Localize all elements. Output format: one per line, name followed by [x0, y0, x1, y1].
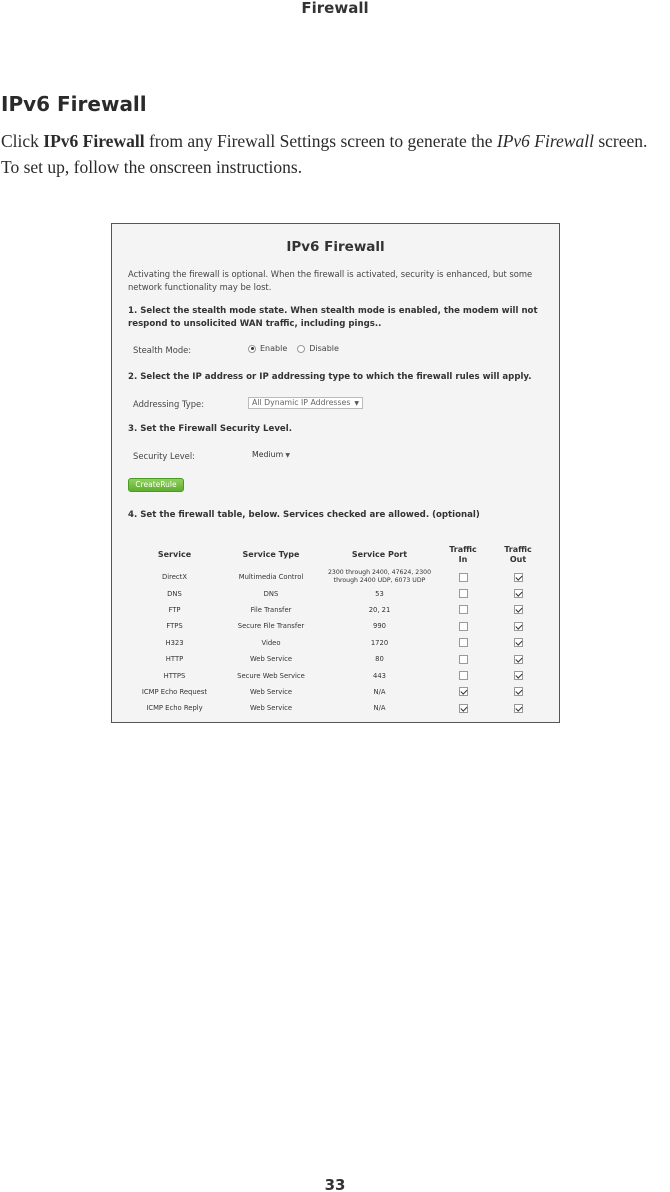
- step-4-heading: 4. Set the firewall table, below. Services checked are allowed. (optional): [128, 510, 480, 520]
- service-port-cell: 20, 21: [368, 605, 391, 614]
- stealth-mode-label: Stealth Mode:: [133, 345, 192, 355]
- body-italic-term: IPv6 Firewall: [496, 131, 594, 151]
- traffic-out-cell: [488, 700, 548, 716]
- addressing-type-label: Addressing Type:: [133, 399, 205, 409]
- service-type-cell: File Transfer: [250, 605, 292, 614]
- traffic-in-cell: [438, 651, 488, 667]
- traffic-out-checkbox[interactable]: [514, 655, 523, 664]
- traffic-out-cell: [488, 635, 548, 651]
- stealth-enable-radio[interactable]: [248, 345, 256, 353]
- col-header-service-port: Service Port: [351, 550, 408, 559]
- stealth-mode-radio-group: [248, 344, 349, 353]
- col-header-service: Service: [157, 550, 192, 559]
- col-header-traffic-out: Traffic Out: [504, 545, 532, 564]
- table-row: [128, 602, 548, 618]
- col-header-service-type: Service Type: [242, 550, 300, 559]
- service-type-cell: DNS: [263, 589, 279, 598]
- services-table: [128, 541, 548, 717]
- step-3-heading: 3. Set the Firewall Security Level.: [128, 424, 292, 434]
- traffic-out-cell: [488, 651, 548, 667]
- traffic-out-checkbox[interactable]: [514, 573, 523, 582]
- security-level-select[interactable]: [248, 449, 294, 461]
- service-type-cell: Secure File Transfer: [237, 622, 305, 631]
- service-port-cell: 443: [373, 671, 386, 680]
- body-paragraph: [1, 128, 669, 180]
- table-row: [128, 635, 548, 651]
- body-text-2: from any Firewall Settings screen to generate the: [144, 131, 497, 151]
- traffic-out-checkbox[interactable]: [514, 605, 523, 614]
- table-row: [128, 569, 548, 585]
- stealth-disable-radio[interactable]: [297, 345, 305, 353]
- traffic-in-checkbox[interactable]: [459, 704, 468, 713]
- traffic-out-cell: [488, 602, 548, 618]
- traffic-in-cell: [438, 667, 488, 683]
- service-port-cell: 990: [373, 622, 386, 631]
- addressing-type-select[interactable]: [248, 397, 363, 409]
- traffic-out-cell: [488, 585, 548, 601]
- chevron-down-icon: ▼: [354, 400, 359, 407]
- traffic-out-cell: [488, 618, 548, 634]
- traffic-out-checkbox[interactable]: [514, 589, 523, 598]
- table-header-row: [128, 541, 548, 569]
- traffic-in-cell: [438, 602, 488, 618]
- service-cell: H323: [165, 638, 184, 647]
- chevron-down-icon: ▼: [285, 452, 290, 459]
- service-cell: ICMP Echo Request: [141, 687, 208, 696]
- service-cell: FTPS: [166, 622, 183, 631]
- service-type-cell: Secure Web Service: [237, 671, 305, 680]
- traffic-in-checkbox[interactable]: [459, 655, 468, 664]
- service-type-cell: Multimedia Control: [238, 573, 304, 582]
- traffic-in-checkbox[interactable]: [459, 638, 468, 647]
- firewall-screenshot: [111, 223, 560, 723]
- traffic-out-cell: [488, 684, 548, 700]
- traffic-in-checkbox[interactable]: [459, 605, 468, 614]
- traffic-out-checkbox[interactable]: [514, 704, 523, 713]
- traffic-out-checkbox[interactable]: [514, 638, 523, 647]
- service-type-cell: Video: [261, 638, 281, 647]
- service-port-cell: 1720: [370, 638, 389, 647]
- service-cell: DirectX: [161, 573, 187, 582]
- screenshot-title: IPv6 Firewall: [286, 239, 385, 255]
- service-type-cell: Web Service: [249, 704, 293, 713]
- screenshot-intro: Activating the firewall is optional. When the firewall is activated, security is enhanced, but some network functionality may be lost.: [128, 269, 533, 292]
- create-rule-button[interactable]: CreateRule: [128, 478, 184, 492]
- traffic-out-cell: [488, 667, 548, 683]
- service-cell: HTTP: [165, 655, 184, 664]
- col-header-traffic-in: Traffic In: [449, 545, 477, 564]
- step-2-heading: 2. Select the IP address or IP addressing type to which the firewall rules will apply.: [128, 372, 532, 382]
- service-port-cell: 53: [375, 589, 384, 598]
- page-number: 33: [324, 1176, 346, 1192]
- traffic-in-cell: [438, 585, 488, 601]
- traffic-out-checkbox[interactable]: [514, 622, 523, 631]
- traffic-in-checkbox[interactable]: [459, 671, 468, 680]
- table-row: [128, 700, 548, 716]
- stealth-disable-label: Disable: [309, 344, 339, 353]
- service-cell: FTP: [168, 605, 181, 614]
- body-text-3: screen. To set up, follow the onscreen instructions.: [1, 131, 648, 177]
- addressing-type-value: All Dynamic IP Addresses: [252, 398, 351, 407]
- stealth-enable-label: Enable: [260, 344, 288, 353]
- service-cell: DNS: [167, 589, 182, 598]
- service-cell: HTTPS: [163, 671, 186, 680]
- service-cell: ICMP Echo Reply: [146, 704, 203, 713]
- table-row: [128, 667, 548, 683]
- security-level-value: Medium: [252, 450, 284, 459]
- step-1-heading: 1. Select the stealth mode state. When stealth mode is enabled, the modem will not respond to unsolicited WAN traffic, including pings..: [128, 306, 538, 329]
- body-bold-term: IPv6 Firewall: [43, 131, 145, 151]
- traffic-in-checkbox[interactable]: [459, 589, 468, 598]
- traffic-in-checkbox[interactable]: [459, 573, 468, 582]
- table-row: [128, 585, 548, 601]
- traffic-out-checkbox[interactable]: [514, 687, 523, 696]
- body-text-1: Click: [1, 131, 44, 151]
- running-head: Firewall: [301, 0, 369, 17]
- service-port-cell: N/A: [373, 687, 386, 696]
- traffic-in-checkbox[interactable]: [459, 622, 468, 631]
- traffic-out-cell: [488, 569, 548, 585]
- service-type-cell: Web Service: [249, 687, 293, 696]
- section-title: IPv6 Firewall: [1, 92, 147, 116]
- table-row: [128, 651, 548, 667]
- service-port-cell: 2300 through 2400, 47624, 2300 through 2400 UDP, 6073 UDP: [327, 569, 432, 585]
- service-port-cell: N/A: [373, 704, 386, 713]
- table-row: [128, 618, 548, 634]
- traffic-in-checkbox[interactable]: [459, 687, 468, 696]
- traffic-in-cell: [438, 618, 488, 634]
- traffic-in-cell: [438, 700, 488, 716]
- traffic-in-cell: [438, 684, 488, 700]
- service-port-cell: 80: [375, 655, 384, 664]
- traffic-in-cell: [438, 569, 488, 585]
- security-level-label: Security Level:: [133, 451, 195, 461]
- service-type-cell: Web Service: [249, 655, 293, 664]
- traffic-in-cell: [438, 635, 488, 651]
- traffic-out-checkbox[interactable]: [514, 671, 523, 680]
- table-row: [128, 684, 548, 700]
